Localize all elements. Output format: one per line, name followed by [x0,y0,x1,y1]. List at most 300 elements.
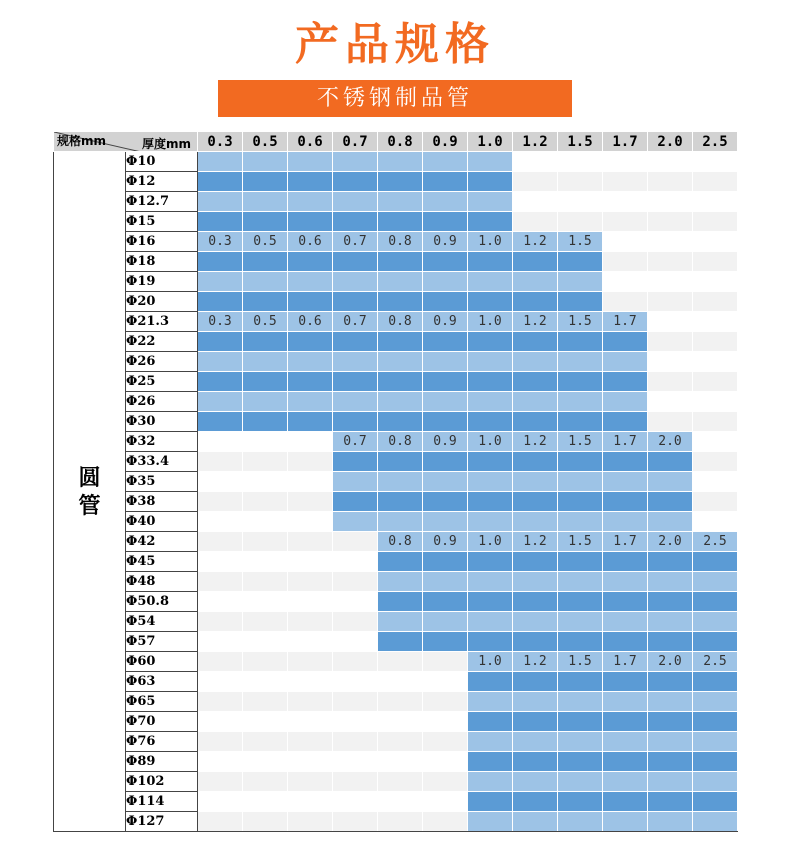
available-cell [198,152,243,172]
empty-cell [333,612,378,632]
available-cell [558,692,603,712]
thickness-header: 1.2 [513,132,558,152]
empty-cell [243,812,288,832]
spec-label: Φ32 [126,432,198,452]
available-cell [333,252,378,272]
spec-label: Φ54 [126,612,198,632]
thickness-value-cell: 0.3 [198,312,243,332]
available-cell [468,352,513,372]
available-cell [513,572,558,592]
available-cell [603,392,648,412]
available-cell [558,612,603,632]
empty-cell [558,192,603,212]
spec-label: Φ42 [126,532,198,552]
available-cell [693,572,738,592]
available-cell [243,172,288,192]
available-cell [243,272,288,292]
empty-cell [423,752,468,772]
empty-cell [198,432,243,452]
table-row [54,712,738,732]
empty-cell [603,192,648,212]
available-cell [288,412,333,432]
thickness-header: 1.5 [558,132,603,152]
thickness-value-cell: 1.0 [468,532,513,552]
empty-cell [198,592,243,612]
empty-cell [288,812,333,832]
spec-label: Φ19 [126,272,198,292]
available-cell [558,632,603,652]
spec-label: Φ65 [126,692,198,712]
available-cell [288,192,333,212]
available-cell [513,372,558,392]
available-cell [468,172,513,192]
available-cell [378,392,423,412]
available-cell [333,332,378,352]
available-cell [468,492,513,512]
available-cell [333,292,378,312]
available-cell [378,372,423,392]
empty-cell [648,172,693,192]
available-cell [243,412,288,432]
empty-cell [288,712,333,732]
available-cell [378,352,423,372]
thickness-header: 2.5 [693,132,738,152]
spec-label: Φ26 [126,352,198,372]
available-cell [513,272,558,292]
available-cell [693,752,738,772]
available-cell [288,272,333,292]
empty-cell [693,252,738,272]
table-row [54,452,738,472]
thickness-value-cell: 0.9 [423,232,468,252]
available-cell [423,332,468,352]
spec-label: Φ89 [126,752,198,772]
empty-cell [513,152,558,172]
thickness-value-cell: 0.7 [333,232,378,252]
spec-label: Φ57 [126,632,198,652]
empty-cell [693,272,738,292]
table-row [54,332,738,352]
thickness-value-cell: 0.5 [243,232,288,252]
available-cell [333,452,378,472]
available-cell [513,392,558,412]
empty-cell [603,212,648,232]
empty-cell [198,792,243,812]
table-row [54,252,738,272]
empty-cell [333,532,378,552]
available-cell [693,732,738,752]
available-cell [558,512,603,532]
empty-cell [648,272,693,292]
empty-cell [333,752,378,772]
available-cell [603,332,648,352]
available-cell [603,492,648,512]
available-cell [378,512,423,532]
empty-cell [378,692,423,712]
table-row [54,172,738,192]
available-cell [423,372,468,392]
empty-cell [558,172,603,192]
empty-cell [288,492,333,512]
empty-cell [288,552,333,572]
empty-cell [693,332,738,352]
empty-cell [378,792,423,812]
available-cell [468,332,513,352]
empty-cell [693,232,738,252]
header-row [54,132,738,152]
empty-cell [288,632,333,652]
available-cell [558,332,603,352]
table-row [54,532,738,552]
available-cell [468,252,513,272]
empty-cell [333,772,378,792]
spec-label: Φ70 [126,712,198,732]
spec-label: Φ38 [126,492,198,512]
spec-label: Φ114 [126,792,198,812]
thickness-value-cell: 2.0 [648,532,693,552]
empty-cell [423,792,468,812]
available-cell [468,192,513,212]
empty-cell [603,152,648,172]
empty-cell [288,692,333,712]
available-cell [693,552,738,572]
empty-cell [198,612,243,632]
empty-cell [288,732,333,752]
thickness-header: 1.0 [468,132,513,152]
thickness-value-cell: 0.5 [243,312,288,332]
available-cell [243,212,288,232]
available-cell [513,492,558,512]
spec-label: Φ30 [126,412,198,432]
empty-cell [378,652,423,672]
available-cell [378,252,423,272]
available-cell [288,252,333,272]
empty-cell [603,172,648,192]
available-cell [603,672,648,692]
available-cell [558,552,603,572]
empty-cell [648,392,693,412]
available-cell [513,712,558,732]
empty-cell [693,372,738,392]
available-cell [558,372,603,392]
available-cell [423,452,468,472]
empty-cell [693,472,738,492]
spec-label: Φ22 [126,332,198,352]
thickness-value-cell: 1.0 [468,312,513,332]
spec-label: Φ12.7 [126,192,198,212]
empty-cell [243,632,288,652]
empty-cell [243,732,288,752]
thickness-value-cell: 0.8 [378,532,423,552]
empty-cell [378,672,423,692]
available-cell [198,172,243,192]
thickness-value-cell: 2.5 [693,532,738,552]
empty-cell [648,332,693,352]
spec-label: Φ35 [126,472,198,492]
available-cell [513,412,558,432]
empty-cell [558,152,603,172]
spec-label: Φ20 [126,292,198,312]
empty-cell [243,532,288,552]
spec-table [53,131,738,832]
thickness-value-cell: 1.5 [558,532,603,552]
available-cell [243,332,288,352]
available-cell [513,552,558,572]
empty-cell [288,612,333,632]
table-row [54,732,738,752]
available-cell [558,272,603,292]
available-cell [648,692,693,712]
available-cell [423,552,468,572]
empty-cell [333,812,378,832]
empty-cell [243,792,288,812]
available-cell [603,772,648,792]
empty-cell [288,772,333,792]
empty-cell [198,752,243,772]
available-cell [648,712,693,732]
empty-cell [693,292,738,312]
available-cell [333,492,378,512]
empty-cell [648,312,693,332]
empty-cell [423,772,468,792]
empty-cell [423,812,468,832]
thickness-header: 0.7 [333,132,378,152]
available-cell [558,712,603,732]
empty-cell [648,412,693,432]
empty-cell [288,652,333,672]
empty-cell [513,172,558,192]
available-cell [423,272,468,292]
empty-cell [198,652,243,672]
empty-cell [648,352,693,372]
empty-cell [648,372,693,392]
empty-cell [198,532,243,552]
available-cell [603,792,648,812]
page-title: 产品规格 [295,19,495,70]
empty-cell [288,532,333,552]
available-cell [513,752,558,772]
available-cell [423,512,468,532]
available-cell [288,212,333,232]
thickness-value-cell: 0.3 [198,232,243,252]
available-cell [468,392,513,412]
available-cell [378,612,423,632]
empty-cell [333,732,378,752]
empty-cell [648,252,693,272]
empty-cell [333,572,378,592]
available-cell [468,572,513,592]
empty-cell [198,712,243,732]
available-cell [243,352,288,372]
spec-label: Φ21.3 [126,312,198,332]
empty-cell [198,572,243,592]
available-cell [423,492,468,512]
table-row [54,592,738,612]
available-cell [513,252,558,272]
available-cell [558,572,603,592]
available-cell [423,572,468,592]
corner-header [54,132,198,152]
thickness-value-cell: 1.5 [558,652,603,672]
available-cell [648,812,693,832]
available-cell [693,632,738,652]
available-cell [693,692,738,712]
available-cell [513,672,558,692]
table-row [54,752,738,772]
available-cell [603,612,648,632]
available-cell [513,792,558,812]
spec-label: Φ16 [126,232,198,252]
empty-cell [423,712,468,732]
thickness-header: 0.6 [288,132,333,152]
table-row [54,672,738,692]
empty-cell [198,812,243,832]
empty-cell [378,712,423,732]
available-cell [513,592,558,612]
available-cell [423,252,468,272]
available-cell [648,732,693,752]
empty-cell [243,572,288,592]
available-cell [378,412,423,432]
thickness-value-cell: 0.9 [423,432,468,452]
empty-cell [648,192,693,212]
available-cell [468,732,513,752]
available-cell [603,572,648,592]
available-cell [468,792,513,812]
available-cell [648,492,693,512]
empty-cell [693,412,738,432]
empty-cell [198,692,243,712]
spec-label: Φ40 [126,512,198,532]
empty-cell [333,692,378,712]
available-cell [333,352,378,372]
available-cell [603,712,648,732]
available-cell [648,612,693,632]
empty-cell [243,452,288,472]
available-cell [603,752,648,772]
available-cell [558,252,603,272]
thickness-header: 0.3 [198,132,243,152]
available-cell [378,572,423,592]
spec-label: Φ25 [126,372,198,392]
available-cell [468,692,513,712]
available-cell [558,792,603,812]
thickness-header: 2.0 [648,132,693,152]
available-cell [423,292,468,312]
available-cell [513,292,558,312]
thickness-value-cell: 2.0 [648,432,693,452]
empty-cell [243,592,288,612]
thickness-value-cell: 2.5 [693,652,738,672]
available-cell [558,752,603,772]
empty-cell [243,712,288,732]
available-cell [648,452,693,472]
available-cell [423,592,468,612]
empty-cell [693,392,738,412]
available-cell [648,472,693,492]
empty-cell [288,452,333,472]
empty-cell [198,492,243,512]
empty-cell [648,152,693,172]
table-row [54,792,738,812]
available-cell [468,812,513,832]
available-cell [603,592,648,612]
available-cell [423,392,468,412]
category-label: 圆 管 [54,152,126,832]
available-cell [558,452,603,472]
thickness-value-cell: 1.0 [468,652,513,672]
thickness-value-cell: 1.7 [603,652,648,672]
empty-cell [693,312,738,332]
available-cell [468,292,513,312]
available-cell [558,292,603,312]
available-cell [198,352,243,372]
empty-cell [333,592,378,612]
thickness-value-cell: 0.6 [288,232,333,252]
available-cell [198,192,243,212]
available-cell [468,512,513,532]
available-cell [513,472,558,492]
empty-cell [198,772,243,792]
available-cell [558,392,603,412]
thickness-header: 0.9 [423,132,468,152]
available-cell [648,592,693,612]
available-cell [423,172,468,192]
available-cell [513,512,558,532]
empty-cell [423,692,468,712]
available-cell [513,332,558,352]
available-cell [468,772,513,792]
empty-cell [243,552,288,572]
empty-cell [198,552,243,572]
table-row [54,352,738,372]
available-cell [513,632,558,652]
empty-cell [648,292,693,312]
table-row [54,652,738,672]
available-cell [603,412,648,432]
thickness-value-cell: 0.8 [378,432,423,452]
empty-cell [288,672,333,692]
available-cell [378,592,423,612]
available-cell [378,492,423,512]
available-cell [288,172,333,192]
available-cell [423,212,468,232]
available-cell [558,772,603,792]
empty-cell [198,732,243,752]
available-cell [468,592,513,612]
available-cell [468,472,513,492]
empty-cell [513,192,558,212]
spec-label: Φ60 [126,652,198,672]
empty-cell [333,632,378,652]
table-row [54,212,738,232]
available-cell [468,212,513,232]
empty-cell [378,732,423,752]
thickness-value-cell: 0.7 [333,432,378,452]
available-cell [288,372,333,392]
thickness-value-cell: 1.2 [513,232,558,252]
empty-cell [243,472,288,492]
spec-label: Φ10 [126,152,198,172]
empty-cell [198,632,243,652]
table-row [54,512,738,532]
thickness-value-cell: 1.2 [513,532,558,552]
available-cell [288,352,333,372]
available-cell [648,512,693,532]
available-cell [198,372,243,392]
available-cell [468,712,513,732]
empty-cell [423,732,468,752]
